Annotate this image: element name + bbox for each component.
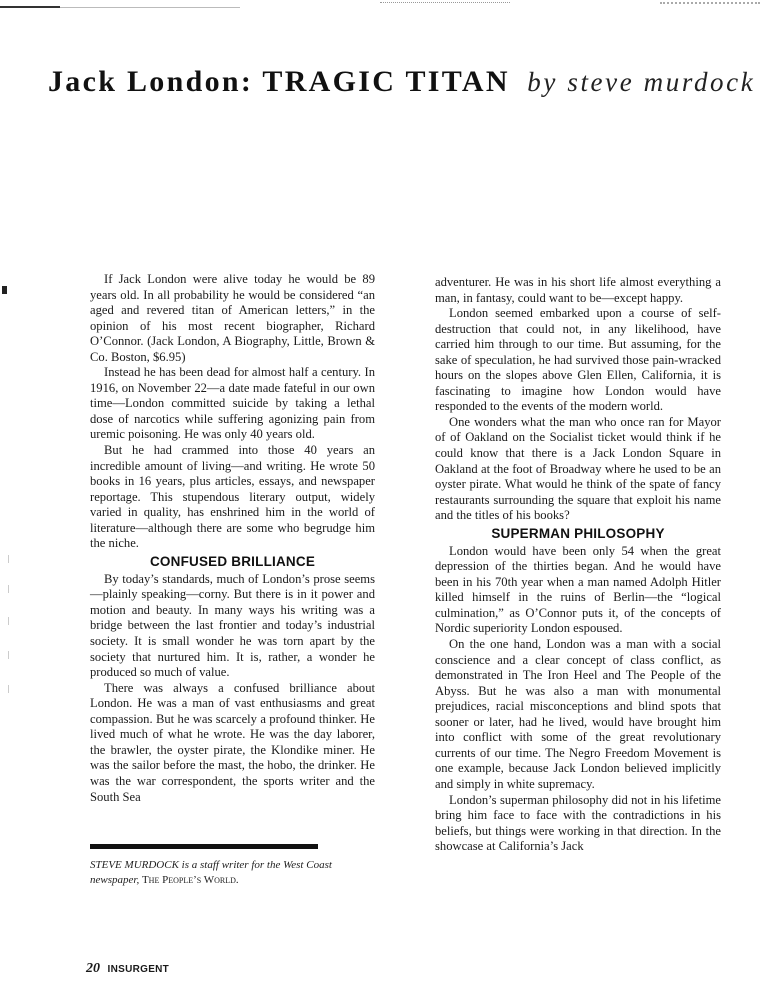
paragraph: There was always a confused brilliance about London. He was a man of vast enthusiasms and great compassion. But he was scarcely a profound thinker. He lived much of what he wrote. He was the day laborer, the brawler, the oyster pirate, the Klondike miner. He was the sailor before the mast, the hobo, the drinker. He was the war correspondent, the sports writer and the South Sea — [90, 680, 375, 804]
paragraph: London would have been only 54 when the great depression of the thirties began. And he would have been in his 70th year when a man named Adolph Hitler killed himself in the ruins of Berlin—the “logical culmination,” as O’Connor puts it, of the concepts of Nordic superiority London espoused. — [435, 543, 721, 636]
top-rule-solid — [0, 6, 60, 8]
page-number: 20 — [86, 961, 100, 976]
paragraph: London’s superman philosophy did not in his lifetime bring him face to face with the contradictions in his beliefs, but things were working in that direction. In the showcase at California’s Jack — [435, 792, 721, 854]
article-headline — [48, 62, 763, 102]
top-rule-dotted — [380, 2, 510, 3]
margin-ticks — [8, 555, 14, 705]
paragraph: London seemed embarked upon a course of self-destruction that could not, in any likelihood, have carried him through to our time. But assuming, for the sake of speculation, he had survived those pain-wracked hours on the slopes above Glen Ellen, California, it is fascinating to imagine how London would have responded to the events of the modern world. — [435, 306, 721, 414]
footnote-publication: The People’s World. — [141, 874, 239, 886]
author-footnote — [90, 858, 380, 888]
right-column — [435, 275, 721, 855]
left-column — [90, 272, 375, 805]
paragraph: By today’s standards, much of London’s prose seems—plainly speaking—corny. But there is in it power and motion and beauty. In many ways his writing was a bridge between the last frontier and today’s industrial society. It is small wonder he was torn apart by the society that nurtured him. It is, rather, a wonder he produced so much of value. — [90, 571, 375, 680]
magazine-name: INSURGENT — [107, 964, 170, 975]
top-rule — [0, 0, 763, 10]
footnote-text: STEVE MURDOCK is a staff writer for the West Coast newspaper, — [90, 859, 332, 886]
page-folio — [86, 960, 169, 979]
top-rule-dotted-right — [660, 2, 760, 4]
section-heading-confused-brilliance: CONFUSED BRILLIANCE — [149, 553, 316, 569]
article-title: Jack London: TRAGIC TITAN — [48, 65, 510, 98]
paragraph: One wonders what the man who once ran for Mayor of of Oakland on the Socialist ticket would think if he could know that there is a Jack London Square in Oakland at the foot of Broadway where he used to be an oyster pirate. What would he think of the spate of fancy restaurants surrounding the square that exploit his name and the titles of his books? — [435, 414, 721, 523]
paragraph: But he had crammed into those 40 years an incredible amount of living—and writing. He wrote 50 books in 16 years, plus articles, essays, and newspaper reportage. This stupendous literary output, widely varied in quality, has enshrined him in the world of literature—although there are some who begrudge him the niche. — [90, 443, 375, 551]
paragraph: Instead he has been dead for almost half a century. In 1916, on November 22—a date made fateful in our own time—London committed suicide by taking a lethal dose of narcotics while suffering agonizing pain from uremic poisoning. He was only 40 years old. — [90, 365, 375, 442]
footnote-rule — [90, 844, 318, 849]
section-heading-superman-philosophy: SUPERMAN PHILOSOPHY — [491, 525, 665, 541]
margin-mark — [2, 286, 7, 294]
paragraph: On the one hand, London was a man with a social conscience and a clear concept of class conflict, as demonstrated in The Iron Heel and The People of the Abyss. But he was also a man with monumental prejudices, racial misconceptions and blind spots that sooner or later, had he lived, would have brought him into conflict with some of the great revolutionary currents of our time. The Negro Freedom Movement is one example, because Jack London believed implicitly and simply in white supremacy. — [435, 637, 721, 791]
top-rule-thin — [60, 7, 240, 8]
paragraph: adventurer. He was in his short life almost everything a man, in fantasy, could want to be—except happy. — [435, 275, 721, 305]
paragraph: If Jack London were alive today he would be 89 years old. In all probability he would be considered “an aged and revered titan of American letters,” in the opinion of his most recent biographer, Richard O’Connor. (Jack London, A Biography, Little, Brown & Co. Boston, $6.95) — [90, 272, 375, 364]
article-byline: by steve murdock — [527, 67, 756, 97]
